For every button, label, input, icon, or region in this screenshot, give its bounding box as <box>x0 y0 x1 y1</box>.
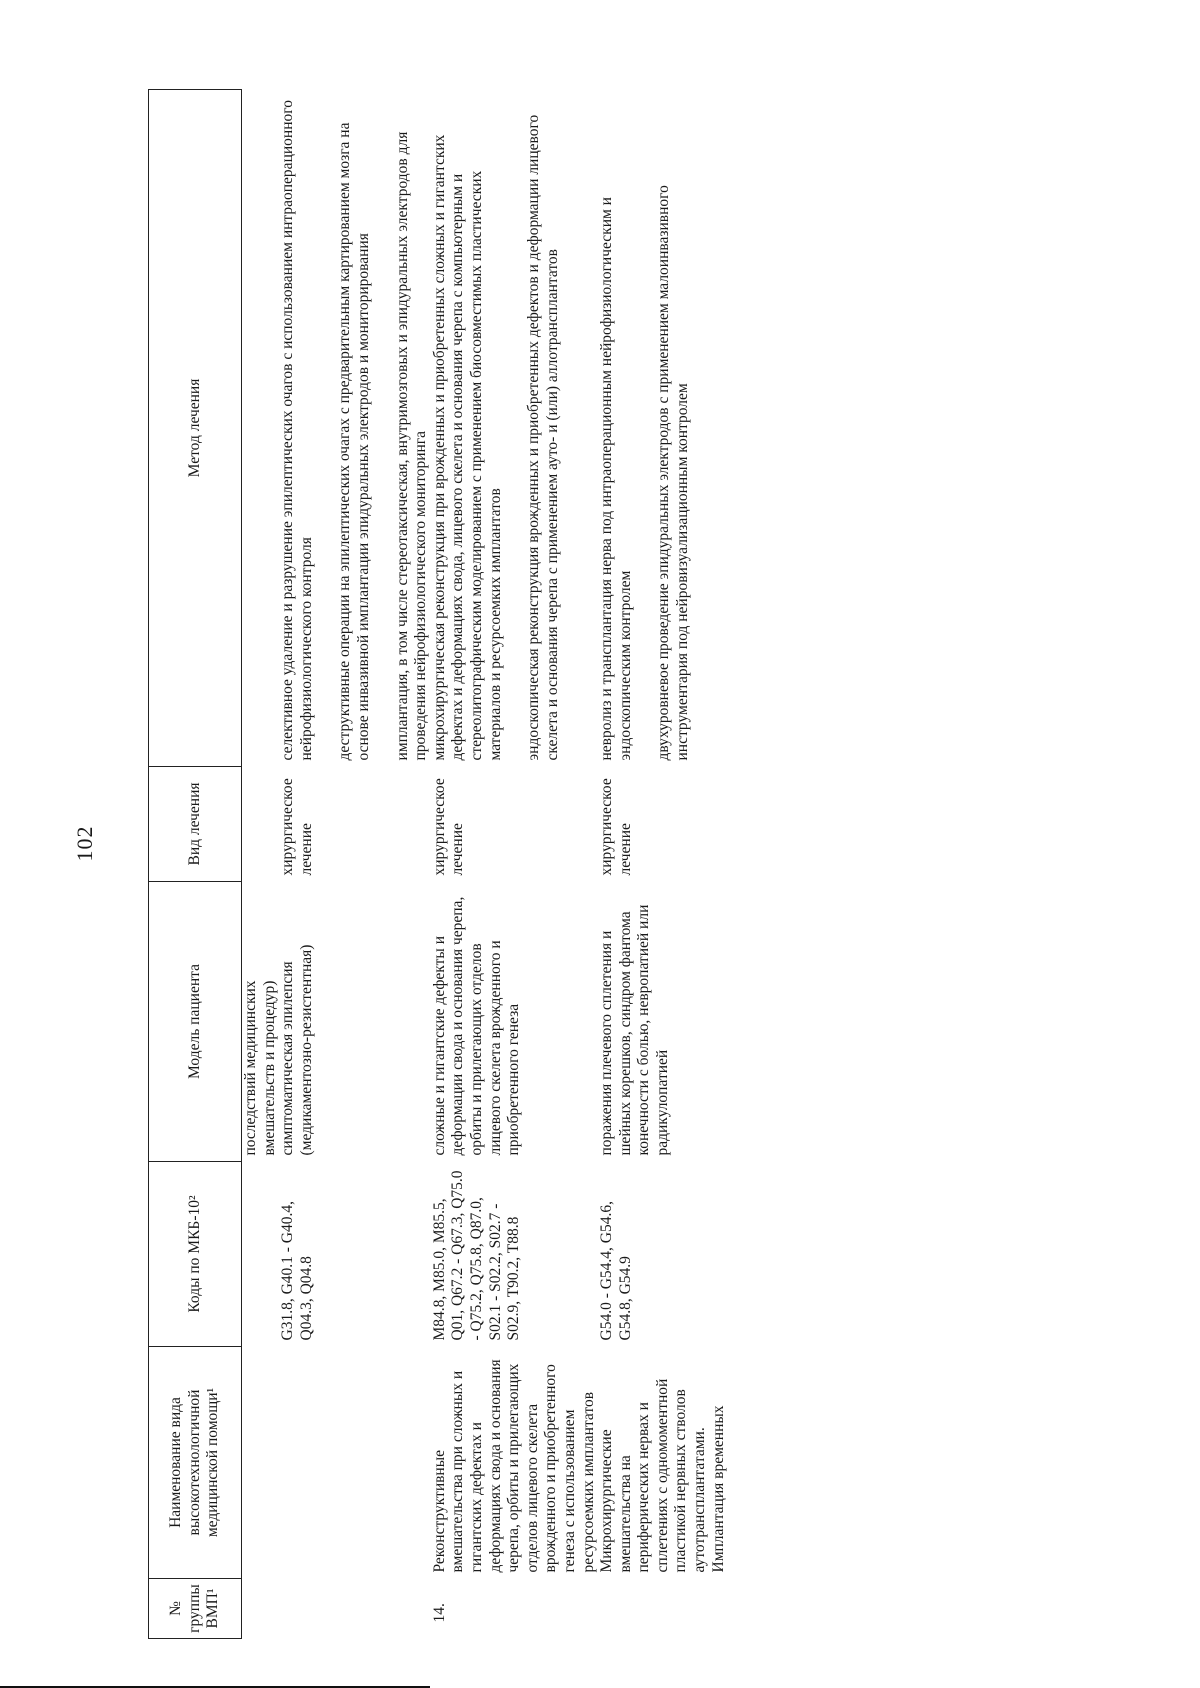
method-item: деструктивные операции на эпилептических очагах с предварительным картированием мозга на основе инвазивной имплантации эпидуральных электродов и мониторирования <box>336 122 372 761</box>
cell-name <box>279 1347 431 1579</box>
cell-method <box>279 90 431 767</box>
cell-type <box>242 767 280 882</box>
cell-model: поражения плечевого сплетения и шейных корешков, синдром фантома конечности с болью, невропатией или радикулопатией <box>598 904 671 1156</box>
header-type: Вид лечения <box>149 767 242 882</box>
cell-group-no: 14. <box>430 1603 448 1623</box>
method-item: невролиз и трансплантация нерва под интраоперационным нейрофизиологическим и эндоскопическим контролем <box>598 197 634 761</box>
cell-method <box>598 90 728 767</box>
cell-group-no <box>242 1579 280 1639</box>
cell-codes: G54.0 - G54.4, G54.6, G54.8, G54.9 <box>598 1201 634 1341</box>
cell-model: сложные и гигантские дефекты и деформации свода и основания черепа, орбиты и прилегающих отделов лицевого скелета врожденного и приобретенного генеза <box>430 896 523 1156</box>
page-number: 102 <box>72 825 97 862</box>
cell-model: последствий медицинских вмешательств и процедур) <box>242 980 278 1156</box>
cell-group-no <box>279 1579 431 1639</box>
cell-method <box>242 90 280 767</box>
cell-type: хирургическое лечение <box>598 778 634 876</box>
header-name: Наименование вида высокотехнологичной медицинской помощи¹ <box>149 1347 242 1579</box>
table-row <box>431 90 598 1639</box>
vmp-table <box>148 89 728 1639</box>
cell-codes: M84.8, M85.0, M85.5, Q01, Q67.2 - Q67.3, Q75.0 - Q75.2, Q75.8, Q87.0, S02.1 - S02.2, S02.7 - S02.9, T90.2, T88.8 <box>430 1170 523 1341</box>
cell-type: хирургическое лечение <box>279 778 315 876</box>
cell-group-no <box>598 1579 728 1639</box>
cell-name: Реконструктивные вмешательства при сложных и гигантских дефектах и деформациях свода и основания черепа, орбиты и прилегающих отделов лицевого скелета врожденного и приобретенного генеза с использованием ресурсоемких имплантатов <box>430 1359 597 1573</box>
header-method: Метод лечения <box>149 90 242 767</box>
cell-type: хирургическое лечение <box>430 778 467 876</box>
method-item: имплантация, в том числе стереотаксическая, внутримозговых и эпидуральных электродов для проведения нейрофизиологического мониторинга <box>393 131 430 761</box>
table-row <box>279 90 431 1639</box>
method-item: эндоскопическая реконструкция врожденных и приобретенных дефектов и деформации лицевого скелета и основания черепа с применением ауто- и (или) аллотрансплантатов <box>525 114 561 761</box>
table-row <box>242 90 280 1639</box>
table-header-row <box>149 90 242 1639</box>
table-row <box>598 90 728 1639</box>
cell-method <box>431 90 598 767</box>
cell-name: Микрохирургические вмешательства на периферических нервах и сплетениях с одномоментной пластикой нервных стволов аутотрансплантатами. Имплантация временных <box>598 1378 727 1573</box>
method-item: селективное удаление и разрушение эпилептических очагов с использованием интраоперационного нейрофизиологического контроля <box>279 100 315 761</box>
cell-model: симптоматическая эпилепсия (медикаментозно-резистентная) <box>279 944 315 1156</box>
cell-codes <box>242 1162 280 1347</box>
header-model: Модель пациента <box>149 882 242 1162</box>
header-codes: Коды по МКБ-10² <box>149 1162 242 1347</box>
header-group-no: № группы ВМП¹ <box>149 1579 242 1639</box>
cell-codes: G31.8, G40.1 - G40.4, Q04.3, Q04.8 <box>279 1201 315 1341</box>
cell-name <box>242 1347 280 1579</box>
method-item: двухуровневое проведение эпидуральных электродов с применением малоинвазивного инструментария под нейровизуализационным контролем <box>655 185 691 761</box>
method-item: микрохирургическая реконструкция при врожденных и приобретенных сложных и гигантских дефектах и деформациях свода, лицевого скелета и основания черепа с компьютерным и стереолитографическим моделированием с применением биосовместимых пластических материалов и ресурсоемких имплантатов <box>430 134 504 761</box>
